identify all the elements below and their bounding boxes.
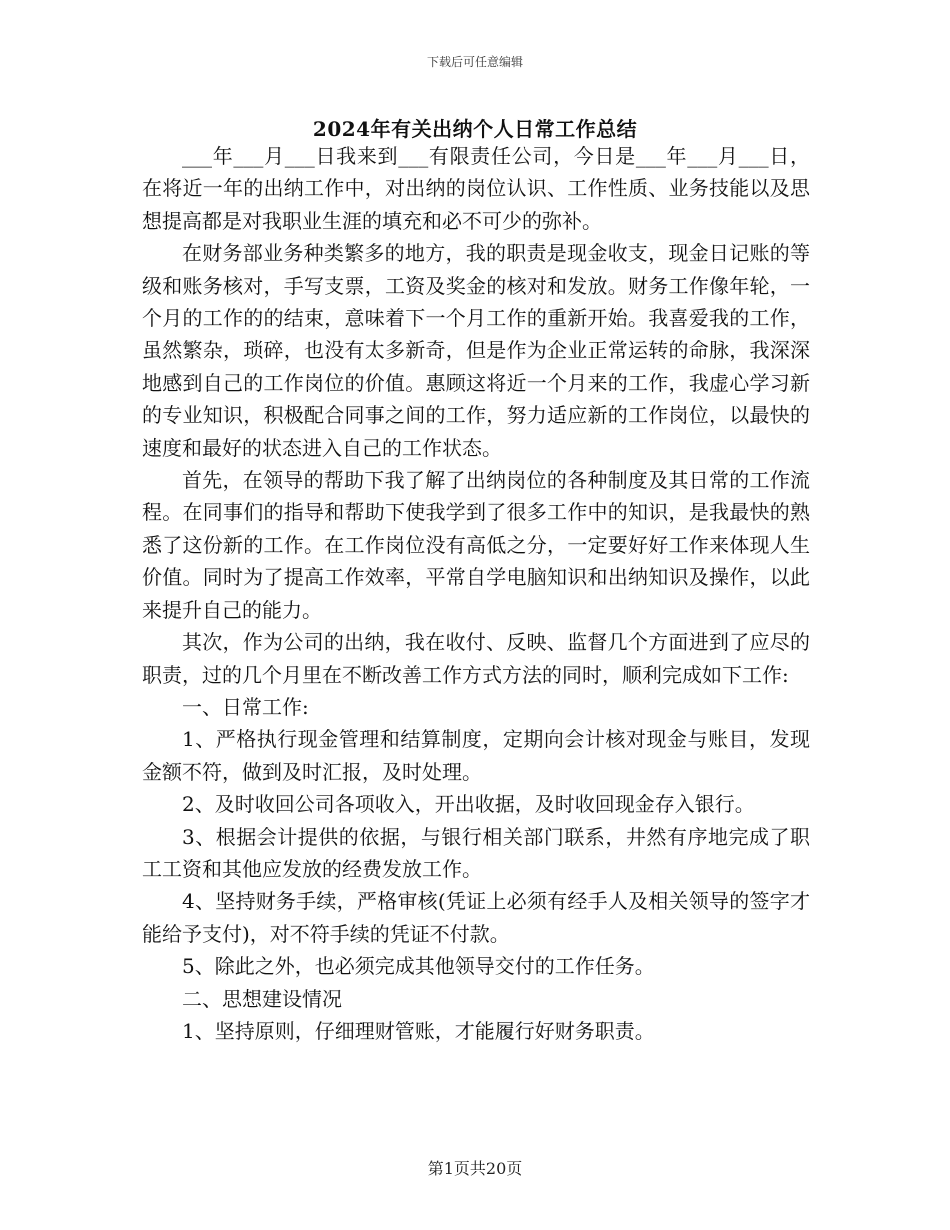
section-heading-ideology: 二、思想建设情况 [182, 986, 342, 1011]
paragraph-duties: 在财务部业务种类繁多的地方，我的职责是现金收支，现金日记账的等级和账务核对，手写支票，工资及奖金的核对和发放。财务工作像年轮，一个月的工作的的结束，意味着下一个月工作的重新开始。我喜爱我的工作，虽然繁杂，琐碎，也没有太多新奇，但是作为企业正常运转的命脉，我深深地感到自己的工作岗位的价值。惠顾这将近一个月来的工作，我虚心学习新的专业知识，积极配合同事之间的工作，努力适应新的工作岗位，以最快的速度和最好的状态进入自己的工作状态。 [142, 241, 810, 460]
section-heading-daily-work: 一、日常工作: [182, 694, 309, 719]
header-note: 下载后可任意编辑 [426, 55, 523, 69]
document-title: 2024年有关出纳个人日常工作总结 [312, 117, 638, 141]
list-item-5: 5、除此之外，也必须完成其他领导交付的工作任务。 [182, 954, 655, 979]
page-footer: 第1页共20页 [427, 1159, 523, 1178]
list-item-4: 4、坚持财务手续，严格审核(凭证上必须有经手人及相关领导的签字才能给予支付)，对不符手续的凭证不付款。 [142, 889, 810, 946]
list-item-3: 3、根据会计提供的依据，与银行相关部门联系，井然有序地完成了职工工资和其他应发放的经费发放工作。 [142, 824, 810, 881]
paragraph-intro: ___年___月___日我来到___有限责任公司，今日是___年___月___日，在将近一年的出纳工作中，对出纳的岗位认识、工作性质、业务技能以及思想提高都是对我职业生涯的填充和必不可少的弥补。 [142, 144, 810, 233]
list-item-2: 2、及时收回公司各项收入，开出收据，及时收回现金存入银行。 [182, 792, 755, 817]
paragraph-second: 其次，作为公司的出纳，我在收付、反映、监督几个方面进到了应尽的职责，过的几个月里在不断改善工作方式方法的同时，顺利完成如下工作: [142, 630, 810, 687]
document-body [142, 140, 810, 1047]
list-item-ideology-1: 1、坚持原则，仔细理财管账，才能履行好财务职责。 [182, 1018, 655, 1043]
list-item-1: 1、严格执行现金管理和结算制度，定期向会计核对现金与账目，发现金额不符，做到及时汇报，及时处理。 [142, 727, 810, 784]
paragraph-first: 首先，在领导的帮助下我了解了出纳岗位的各种制度及其日常的工作流程。在同事们的指导和帮助下使我学到了很多工作中的知识，是我最快的熟悉了这份新的工作。在工作岗位没有高低之分，一定要好好工作来体现人生价值。同时为了提高工作效率，平常自学电脑知识和出纳知识及操作，以此来提升自己的能力。 [142, 468, 810, 622]
